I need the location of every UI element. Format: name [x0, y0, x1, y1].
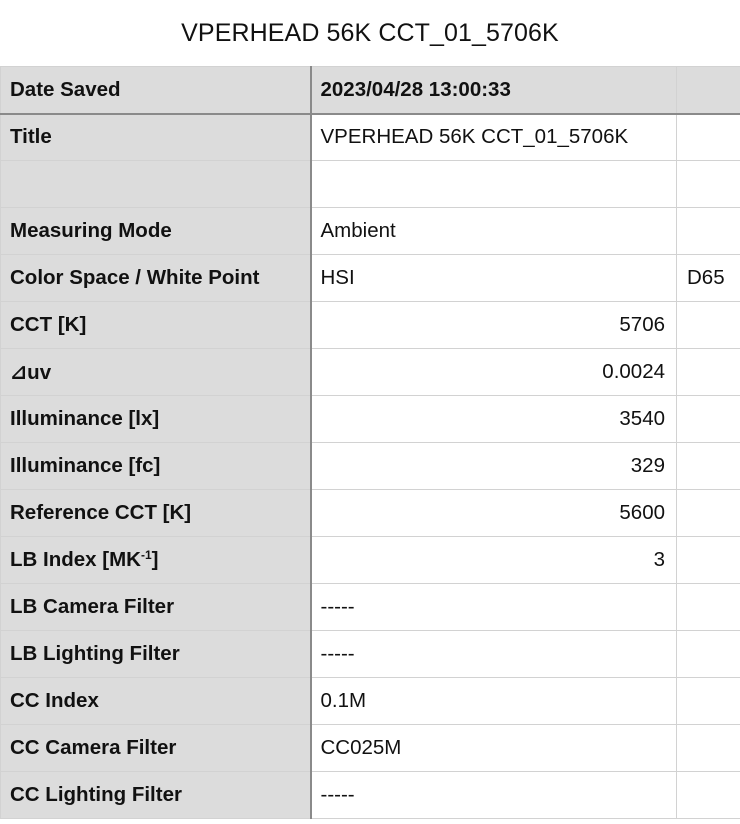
row-extra — [677, 443, 740, 490]
row-value: ----- — [311, 772, 677, 819]
row-value: HSI — [311, 255, 677, 302]
row-extra — [677, 114, 740, 161]
table-row-cc-index — [1, 678, 740, 725]
table-row-lb-lighting-filter — [1, 631, 740, 678]
table-row-illuminance-lx — [1, 396, 740, 443]
row-value: ----- — [311, 631, 677, 678]
table-row-cc-camera-filter — [1, 725, 740, 772]
row-label: Reference CCT [K] — [1, 490, 311, 537]
row-extra — [677, 349, 740, 396]
row-label: CCT [K] — [1, 302, 311, 349]
row-label: Color Space / White Point — [1, 255, 311, 302]
row-value: 3 — [311, 537, 677, 584]
row-label: Measuring Mode — [1, 208, 311, 255]
row-value: 0.0024 — [311, 349, 677, 396]
row-label: Illuminance [fc] — [1, 443, 311, 490]
lb-index-label-suffix: ] — [151, 548, 159, 571]
row-extra — [677, 584, 740, 631]
table-row-delta-uv — [1, 349, 740, 396]
lb-index-label-text: LB Index [MK — [10, 548, 141, 571]
row-label: Illuminance [lx] — [1, 396, 311, 443]
row-label: LB Lighting Filter — [1, 631, 311, 678]
header-empty-cell — [677, 67, 740, 114]
row-value: 5600 — [311, 490, 677, 537]
row-extra — [677, 537, 740, 584]
document-title: VPERHEAD 56K CCT_01_5706K — [181, 18, 559, 47]
row-value — [311, 161, 677, 208]
table-row-color-space — [1, 255, 740, 302]
row-extra: D65 — [677, 255, 740, 302]
row-extra — [677, 302, 740, 349]
row-extra — [677, 678, 740, 725]
lb-index-label-superscript: -1 — [140, 548, 152, 562]
row-label: CC Lighting Filter — [1, 772, 311, 819]
table-row-empty — [1, 161, 740, 208]
table-row-lb-index — [1, 537, 740, 584]
row-label: LB Camera Filter — [1, 584, 311, 631]
row-value: VPERHEAD 56K CCT_01_5706K — [311, 114, 677, 161]
table-row-illuminance-fc — [1, 443, 740, 490]
row-extra — [677, 490, 740, 537]
header-value: 2023/04/28 13:00:33 — [311, 67, 677, 114]
row-value: 329 — [311, 443, 677, 490]
row-value: 0.1M — [311, 678, 677, 725]
row-label: CC Index — [1, 678, 311, 725]
row-extra — [677, 396, 740, 443]
table-header-row — [1, 67, 740, 114]
table-row-reference-cct — [1, 490, 740, 537]
row-extra — [677, 631, 740, 678]
row-label — [1, 537, 311, 584]
row-extra — [677, 772, 740, 819]
table-row-title — [1, 114, 740, 161]
table-row-cct — [1, 302, 740, 349]
row-extra — [677, 161, 740, 208]
row-extra — [677, 725, 740, 772]
measurement-table — [0, 66, 740, 819]
row-label: ⊿uv — [1, 349, 311, 396]
row-value: ----- — [311, 584, 677, 631]
table-row-lb-camera-filter — [1, 584, 740, 631]
table-row-cc-lighting-filter — [1, 772, 740, 819]
table-row-measuring-mode — [1, 208, 740, 255]
row-value: CC025M — [311, 725, 677, 772]
row-label: CC Camera Filter — [1, 725, 311, 772]
row-value: 3540 — [311, 396, 677, 443]
row-label: Title — [1, 114, 311, 161]
row-label — [1, 161, 311, 208]
row-extra — [677, 208, 740, 255]
row-value: Ambient — [311, 208, 677, 255]
row-value: 5706 — [311, 302, 677, 349]
header-label: Date Saved — [1, 67, 311, 114]
